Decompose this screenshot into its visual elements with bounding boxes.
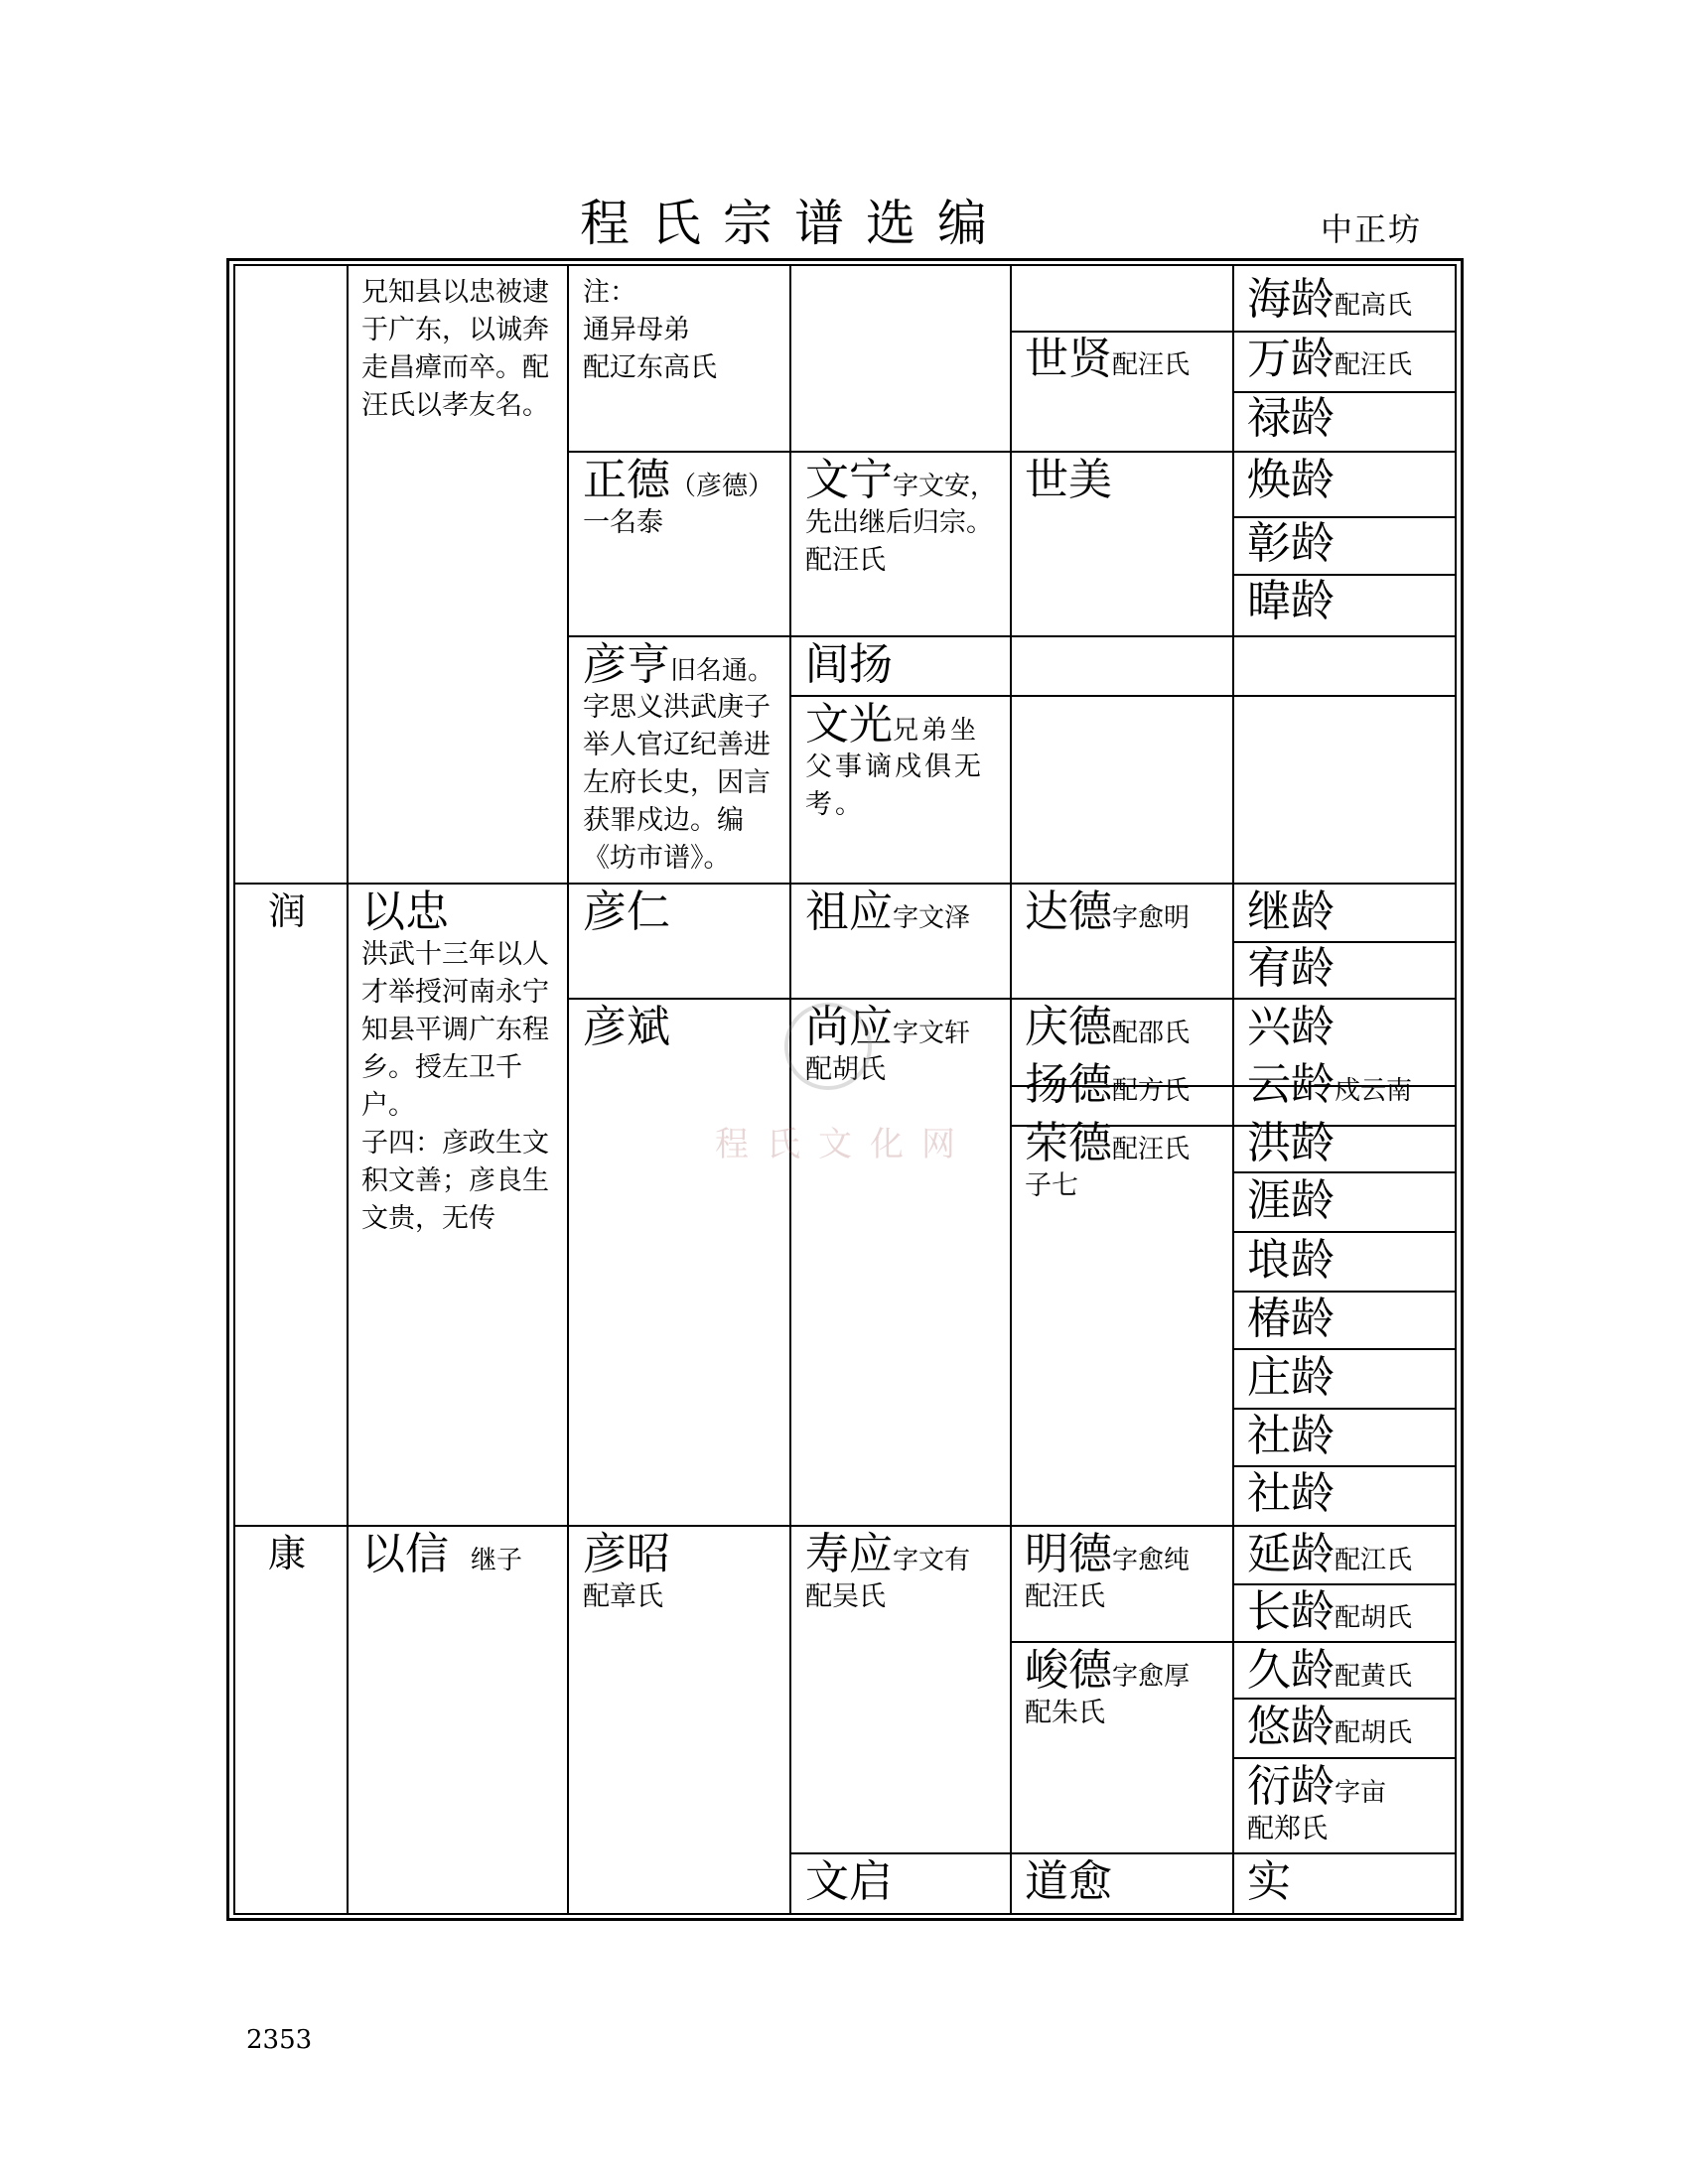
person-note: 配黄氏 [1335, 1662, 1413, 1692]
person-entry [805, 1531, 1004, 1616]
person-name: 文宁 [805, 455, 893, 505]
person-entry [805, 701, 1004, 824]
person-note: 配胡氏 [805, 1054, 886, 1086]
person-name: 彦昭 [583, 1529, 670, 1579]
biography-text: 兄知县以忠被逮于广东，以诚奔走昌瘴而卒。配汪氏以孝友名。 [361, 277, 549, 421]
row-divider [1010, 1641, 1457, 1643]
row-divider [1232, 1757, 1457, 1759]
person-note: 配郑氏 [1247, 1814, 1328, 1845]
row-divider [1232, 1408, 1457, 1410]
column-divider [567, 264, 569, 1915]
person-note: 配江氏 [1335, 1546, 1413, 1575]
person-entry [1025, 1120, 1223, 1205]
row-divider [1010, 331, 1457, 333]
person-name: 继龄 [1247, 887, 1335, 937]
person-note: 兄弟坐 [893, 716, 980, 746]
person-name: 云龄 [1247, 1059, 1335, 1110]
row-divider [789, 1852, 1457, 1854]
person-entry [1247, 1531, 1456, 1578]
person-name: 道愈 [1025, 1856, 1112, 1907]
person-entry [583, 641, 781, 878]
row-divider [233, 1525, 1457, 1527]
person-note: 配吴氏 [805, 1581, 886, 1613]
person-entry [1025, 1647, 1223, 1732]
person-name: 社龄 [1247, 1468, 1335, 1519]
watermark [715, 993, 993, 1171]
person-name: 衍龄 [1247, 1761, 1335, 1812]
person-entry [1025, 336, 1203, 383]
person-name: 寿应 [805, 1529, 893, 1579]
row-divider [789, 695, 1457, 697]
person-note: 配邵氏 [1112, 1019, 1191, 1048]
generation-label: 润 [268, 889, 307, 933]
person-name: 焕龄 [1247, 455, 1335, 505]
person-name: 彦仁 [583, 887, 670, 937]
row-divider [1232, 1583, 1457, 1585]
person-entry [1025, 1004, 1223, 1051]
person-note: 配汪氏 [1112, 1135, 1191, 1164]
person-entry [583, 1531, 781, 1616]
person-name: 峻德 [1025, 1645, 1112, 1696]
person-entry [1247, 1704, 1456, 1751]
person-name: 文光 [805, 699, 893, 750]
person-note: 子七 [1025, 1170, 1078, 1202]
person-name: 彦亨 [583, 639, 670, 690]
person-name: 暐龄 [1247, 576, 1335, 626]
person-note: 字文轩 [893, 1019, 971, 1048]
person-name: 兴龄 [1247, 1002, 1335, 1052]
page-title: 程氏宗谱选编 [580, 195, 1009, 252]
person-name: 正德 [583, 455, 670, 505]
person-note: 配汪氏 [1112, 350, 1191, 380]
row-divider [1232, 1465, 1457, 1467]
person-entry [1247, 1647, 1456, 1695]
person-note: 一名泰 [583, 507, 663, 539]
person-name: 以忠 [361, 887, 449, 937]
person-name: 荣德 [1025, 1118, 1112, 1168]
annotation-text: 注： 通异母弟 配辽东高氏 [583, 277, 717, 383]
person-note: 字文有 [893, 1546, 971, 1575]
watermark-seal-icon [784, 1003, 872, 1090]
person-name: 海龄 [1247, 274, 1335, 325]
person-name: 彰龄 [1247, 518, 1335, 569]
row-divider [567, 451, 1457, 453]
row-divider [1232, 1348, 1457, 1350]
person-entry [1247, 276, 1456, 324]
column-divider [1010, 264, 1012, 1915]
person-name: 埌龄 [1247, 1235, 1335, 1286]
person-name: 椿龄 [1247, 1294, 1335, 1344]
person-name: 长龄 [1247, 1586, 1335, 1637]
person-name: 洪龄 [1247, 1118, 1335, 1168]
person-entry [1025, 1531, 1223, 1616]
person-name: 明德 [1025, 1529, 1112, 1579]
page-number: 2353 [246, 2025, 313, 2055]
person-note: 配汪氏 [1335, 350, 1413, 380]
person-entry [805, 888, 1004, 936]
person-entry [805, 457, 1004, 580]
person-entry [1247, 1588, 1456, 1636]
person-name: 世贤 [1025, 334, 1112, 384]
row-divider [233, 883, 1457, 885]
person-note: 字思义洪武庚子举人官辽纪善进左府长史，因言获罪戍边。编《坊市谱》。 [583, 692, 771, 875]
person-name: 万龄 [1247, 334, 1335, 384]
watermark-text: 程氏文化网 [715, 1125, 973, 1164]
person-entry [1247, 1061, 1456, 1109]
person-name: 尚应 [805, 1002, 893, 1052]
column-divider [347, 264, 349, 1915]
person-name: 闾扬 [805, 639, 893, 690]
person-entry [1025, 1061, 1223, 1109]
row-divider [1232, 1171, 1457, 1173]
person-name: 久龄 [1247, 1645, 1335, 1696]
person-name: 庄龄 [1247, 1352, 1335, 1403]
person-note: 父事谪戍俱无考。 [805, 751, 984, 821]
person-name: 达德 [1025, 887, 1112, 937]
person-alt-name: （彦德） [670, 472, 774, 501]
person-name: 以信 [361, 1529, 449, 1579]
row-divider [1232, 1698, 1457, 1700]
person-name: 延龄 [1247, 1529, 1335, 1579]
person-note: 字亩 [1335, 1778, 1387, 1808]
page-subtitle: 中正坊 [1321, 210, 1423, 248]
person-note: 配高氏 [1335, 291, 1413, 321]
person-note: 字愈纯 [1112, 1546, 1191, 1575]
person-note: 配方氏 [1112, 1076, 1191, 1106]
person-entry [1247, 1763, 1456, 1848]
person-note: 配胡氏 [1335, 1718, 1413, 1748]
person-note: 配章氏 [583, 1581, 663, 1613]
person-name: 涯龄 [1247, 1175, 1335, 1226]
person-entry [583, 457, 781, 542]
person-note: 继子 [471, 1546, 523, 1575]
person-name: 社龄 [1247, 1411, 1335, 1461]
person-name: 禄龄 [1247, 393, 1335, 444]
person-entry [1247, 336, 1456, 383]
person-note: 配汪氏 [1025, 1581, 1105, 1613]
person-note: 先出继后归宗。 配汪氏 [805, 507, 993, 577]
row-divider [567, 998, 1457, 1000]
person-name: 扬德 [1025, 1059, 1112, 1110]
person-note: 旧名通。 [670, 656, 774, 686]
column-divider [1232, 264, 1234, 1915]
person-entry [361, 888, 560, 1238]
row-divider [1232, 1291, 1457, 1293]
person-entry [361, 1531, 560, 1578]
person-entry [1025, 888, 1223, 936]
person-note: 字愈厚 [1112, 1662, 1191, 1692]
row-divider [1232, 1231, 1457, 1233]
person-name: 实 [1247, 1856, 1291, 1907]
person-name: 庆德 [1025, 1002, 1112, 1052]
person-name: 悠龄 [1247, 1702, 1335, 1752]
person-note: 洪武十三年以人才举授河南永宁知县平调广东程乡。授左卫千户。 子四：彦政生文积文善；彦良生文贵，无传 [361, 939, 549, 1235]
person-name: 彦斌 [583, 1002, 670, 1052]
person-name: 文启 [805, 1856, 893, 1907]
person-note: 配朱氏 [1025, 1698, 1105, 1729]
person-note: 字文泽 [893, 903, 971, 933]
person-note: 字愈明 [1112, 903, 1191, 933]
person-name: 世美 [1025, 455, 1112, 505]
person-note: 戍云南 [1335, 1076, 1413, 1106]
person-note: 配胡氏 [1335, 1603, 1413, 1633]
person-name: 祖应 [805, 887, 893, 937]
generation-label: 康 [268, 1532, 307, 1575]
person-name: 宥龄 [1247, 943, 1335, 994]
person-note: 字文安， [893, 472, 997, 501]
row-divider [567, 635, 1457, 637]
